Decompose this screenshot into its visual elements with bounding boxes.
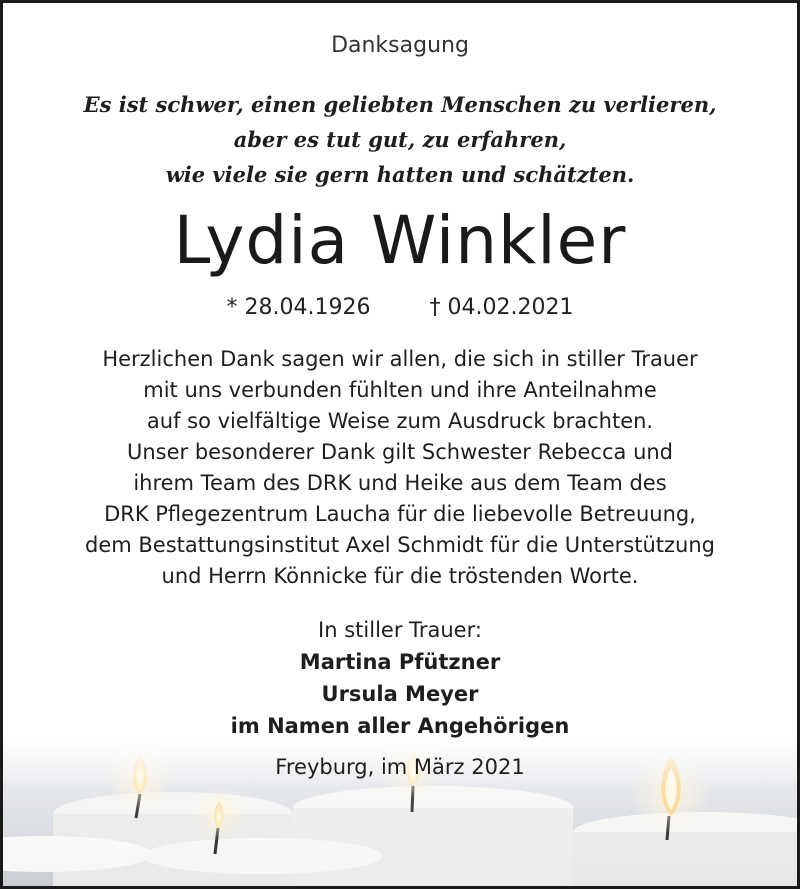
notice-title: Danksagung xyxy=(331,33,469,58)
text-line: dem Bestattungsinstitut Axel Schmidt für die Unterstützung xyxy=(85,533,715,557)
mourner-name: im Namen aller Angehörigen xyxy=(230,714,570,738)
quote-line: aber es tut gut, zu erfahren, xyxy=(233,127,567,152)
mourners-block xyxy=(3,614,797,742)
quote-line: Es ist schwer, einen geliebten Menschen zu verlieren, xyxy=(83,92,717,117)
text-line: mit uns verbunden fühlten und ihre Anteilnahme xyxy=(143,378,657,402)
death-date: † 04.02.2021 xyxy=(429,295,574,320)
mourner-name: Ursula Meyer xyxy=(321,682,479,706)
mourner-name: Martina Pfützner xyxy=(299,650,501,674)
place-date: Freyburg, im März 2021 xyxy=(275,755,525,779)
life-dates xyxy=(3,295,797,320)
text-line: und Herrn Könnicke für die tröstenden Worte. xyxy=(161,564,639,588)
text-line: ihrem Team des DRK und Heike aus dem Team des xyxy=(133,471,667,495)
text-line: auf so vielfältige Weise zum Ausdruck brachten. xyxy=(146,409,654,433)
text-line: DRK Pflegezentrum Laucha für die liebevolle Betreuung, xyxy=(104,502,696,526)
mourners-label: In stiller Trauer: xyxy=(318,618,482,642)
birth-date: * 28.04.1926 xyxy=(226,295,371,320)
quote-line: wie viele sie gern hatten und schätzten. xyxy=(165,162,635,187)
deceased-name: Lydia Winkler xyxy=(173,202,627,279)
text-line: Herzlichen Dank sagen wir allen, die sich in stiller Trauer xyxy=(102,347,698,371)
text-line: Unser besonderer Dank gilt Schwester Rebecca und xyxy=(126,440,674,464)
thanks-text xyxy=(3,344,797,592)
quote xyxy=(3,87,797,192)
